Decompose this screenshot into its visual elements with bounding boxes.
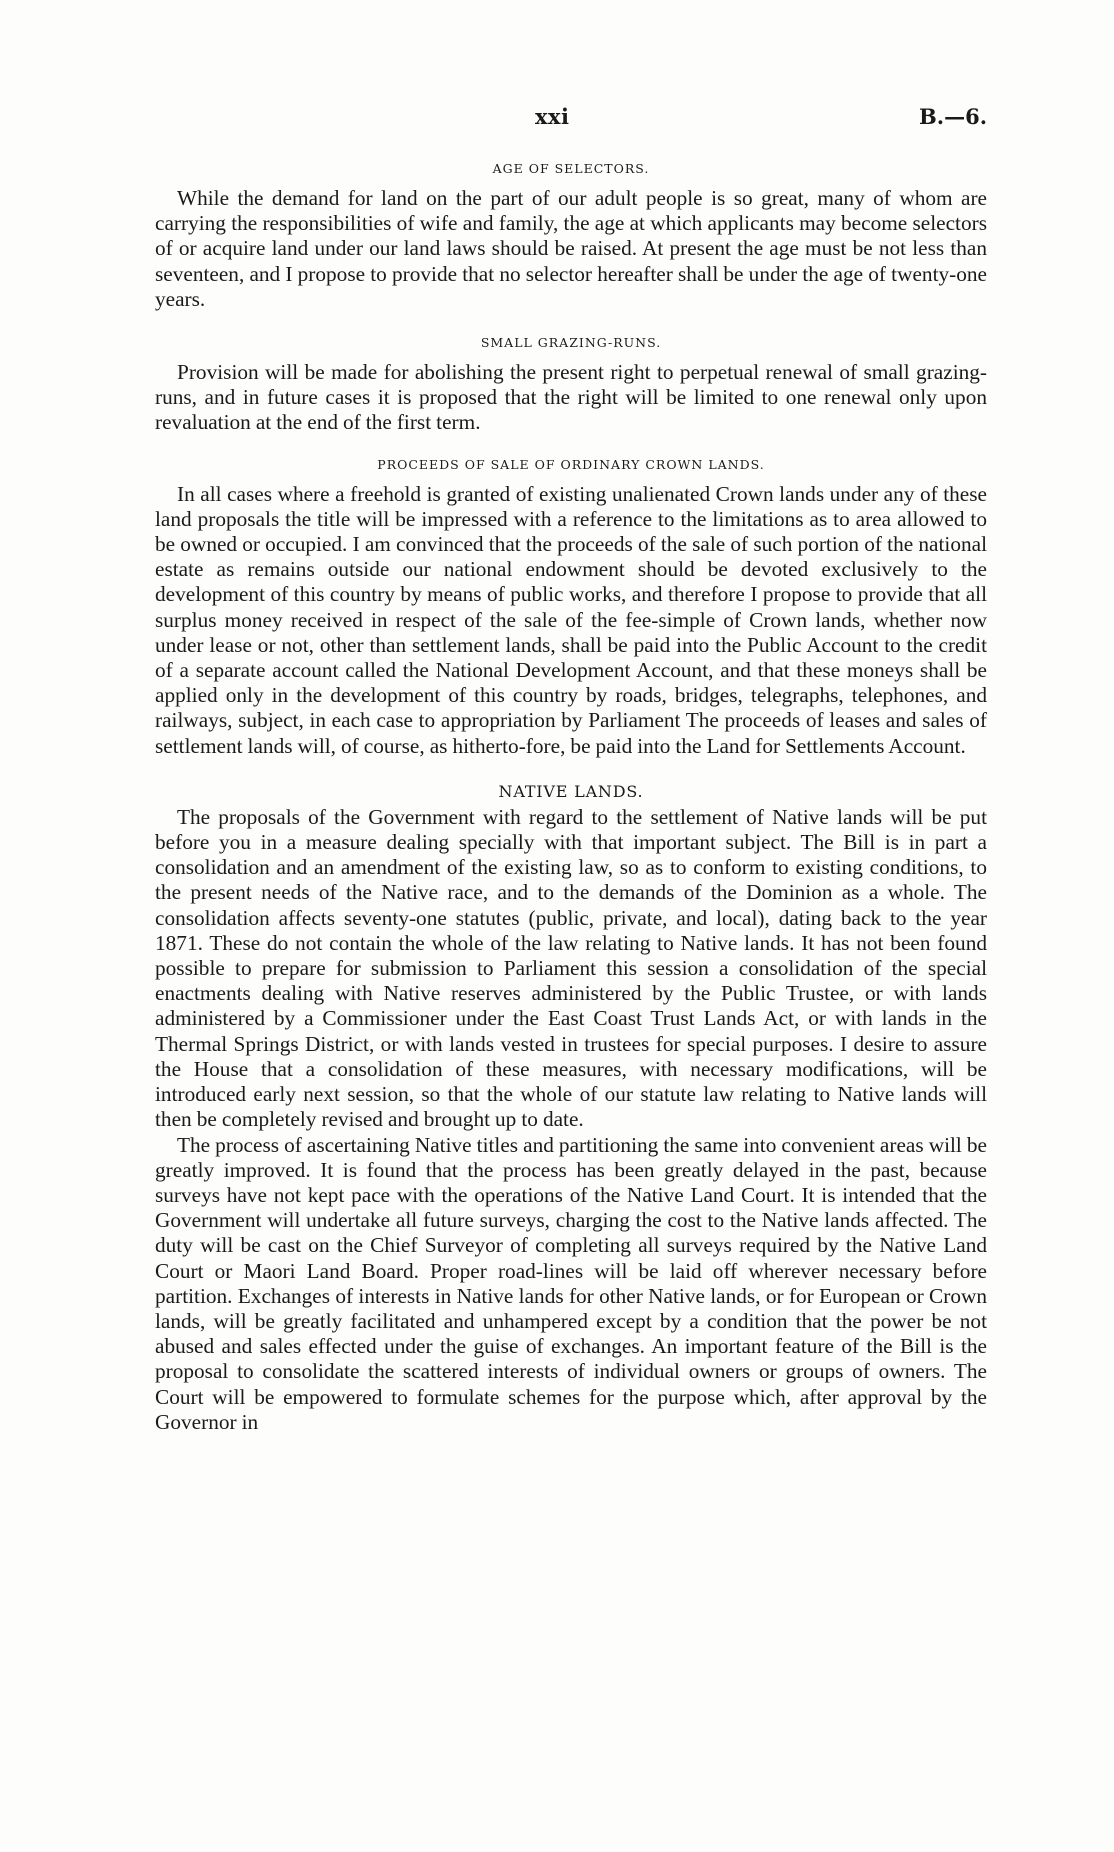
paragraph: The process of ascertaining Native titles and partitioning the same into convenient areas will be greatly improved. It is found that the process has been greatly delayed in the past, because surveys have not kept pace with the operations of the Native Land Court. It is intended that the Government will undertake all future surveys, charging the cost to the Native lands affected. The duty will be cast on the Chief Surveyor of completing all surveys required by the Native Land Court or Maori Land Board. Proper road-lines will be laid off wherever necessary before partition. Exchanges of interests in Native lands for other Native lands, or for European or Crown lands, will be greatly facilitated and unhampered except by a condition that the power be not abused and sales effected under the guise of exchanges. An important feature of the Bill is the proposal to consolidate the scattered interests of individual owners or groups of owners. The Court will be empowered to formulate schemes for the purpose which, after approval by the Governor in bbox=[155, 1132, 987, 1434]
section-native-lands bbox=[155, 783, 987, 1435]
section-proceeds-of-sale bbox=[155, 456, 987, 759]
page-number: xxi bbox=[535, 104, 570, 129]
document-code: B.—6. bbox=[919, 104, 987, 129]
section-heading: AGE OF SELECTORS. bbox=[492, 161, 650, 176]
paragraph: While the demand for land on the part of our adult people is so great, many of whom are carrying the responsibilities of wife and family, the age at which applicants may become selectors of or acquire land under our land laws should be raised. At present the age must be not less than seventeen, and I propose to provide that no selector hereafter shall be under the age of twenty-one years. bbox=[155, 186, 987, 311]
section-heading: PROCEEDS OF SALE OF ORDINARY CROWN LANDS. bbox=[377, 456, 765, 472]
section-small-grazing-runs bbox=[155, 334, 987, 436]
section-heading: NATIVE LANDS. bbox=[498, 781, 644, 801]
section-heading: SMALL GRAZING-RUNS. bbox=[480, 335, 662, 351]
section-age-of-selectors bbox=[155, 160, 987, 312]
page-header bbox=[155, 104, 987, 134]
paragraph: In all cases where a freehold is granted of existing unalienated Crown lands under any of these land proposals the title will be impressed with a reference to the limitations as to area allowed to be owned or occupied. I am convinced that the proceeds of the sale of such portion of the national estate as remains outside our national endowment should be devoted exclusively to the development of this country by means of public works, and therefore I propose to provide that all surplus money received in respect of the sale of the fee-simple of Crown lands, whether now under lease or not, other than settlement lands, shall be paid into the Public Account to the credit of a separate account called the National Development Account, and that these moneys shall be applied only in the development of this country by roads, bridges, telegraphs, telephones, and railways, subject, in each case to appropriation by Parliament The proceeds of leases and sales of settlement lands will, of course, as hitherto-fore, be paid into the Land for Settlements Account. bbox=[155, 481, 987, 758]
paragraph: The proposals of the Government with regard to the settlement of Native lands will be put before you in a measure dealing specially with that important subject. The Bill is in part a consolidation and an amendment of the existing law, so as to conform to existing conditions, to the present needs of the Native race, and to the demands of the Dominion as a whole. The consolidation affects seventy-one statutes (public, private, and local), dating back to the year 1871. These do not contain the whole of the law relating to Native lands. It has not been found possible to prepare for submission to Parliament this session a consolidation of the special enactments dealing with Native reserves administered by the Public Trustee, or with lands administered by a Commissioner under the East Coast Trust Lands Act, or with lands in the Thermal Springs District, or with lands vested in trustees for special purposes. I desire to assure the House that a consolidation of these measures, with necessary modifications, will be introduced early next session, so that the whole of our statute law relating to Native lands will then be completely revised and brought up to date. bbox=[155, 804, 987, 1132]
document-body bbox=[155, 160, 987, 1435]
paragraph: Provision will be made for abolishing the present right to perpetual renewal of small grazing-runs, and in future cases it is proposed that the right will be limited to one renewal only upon revaluation at the end of the first term. bbox=[155, 360, 987, 435]
